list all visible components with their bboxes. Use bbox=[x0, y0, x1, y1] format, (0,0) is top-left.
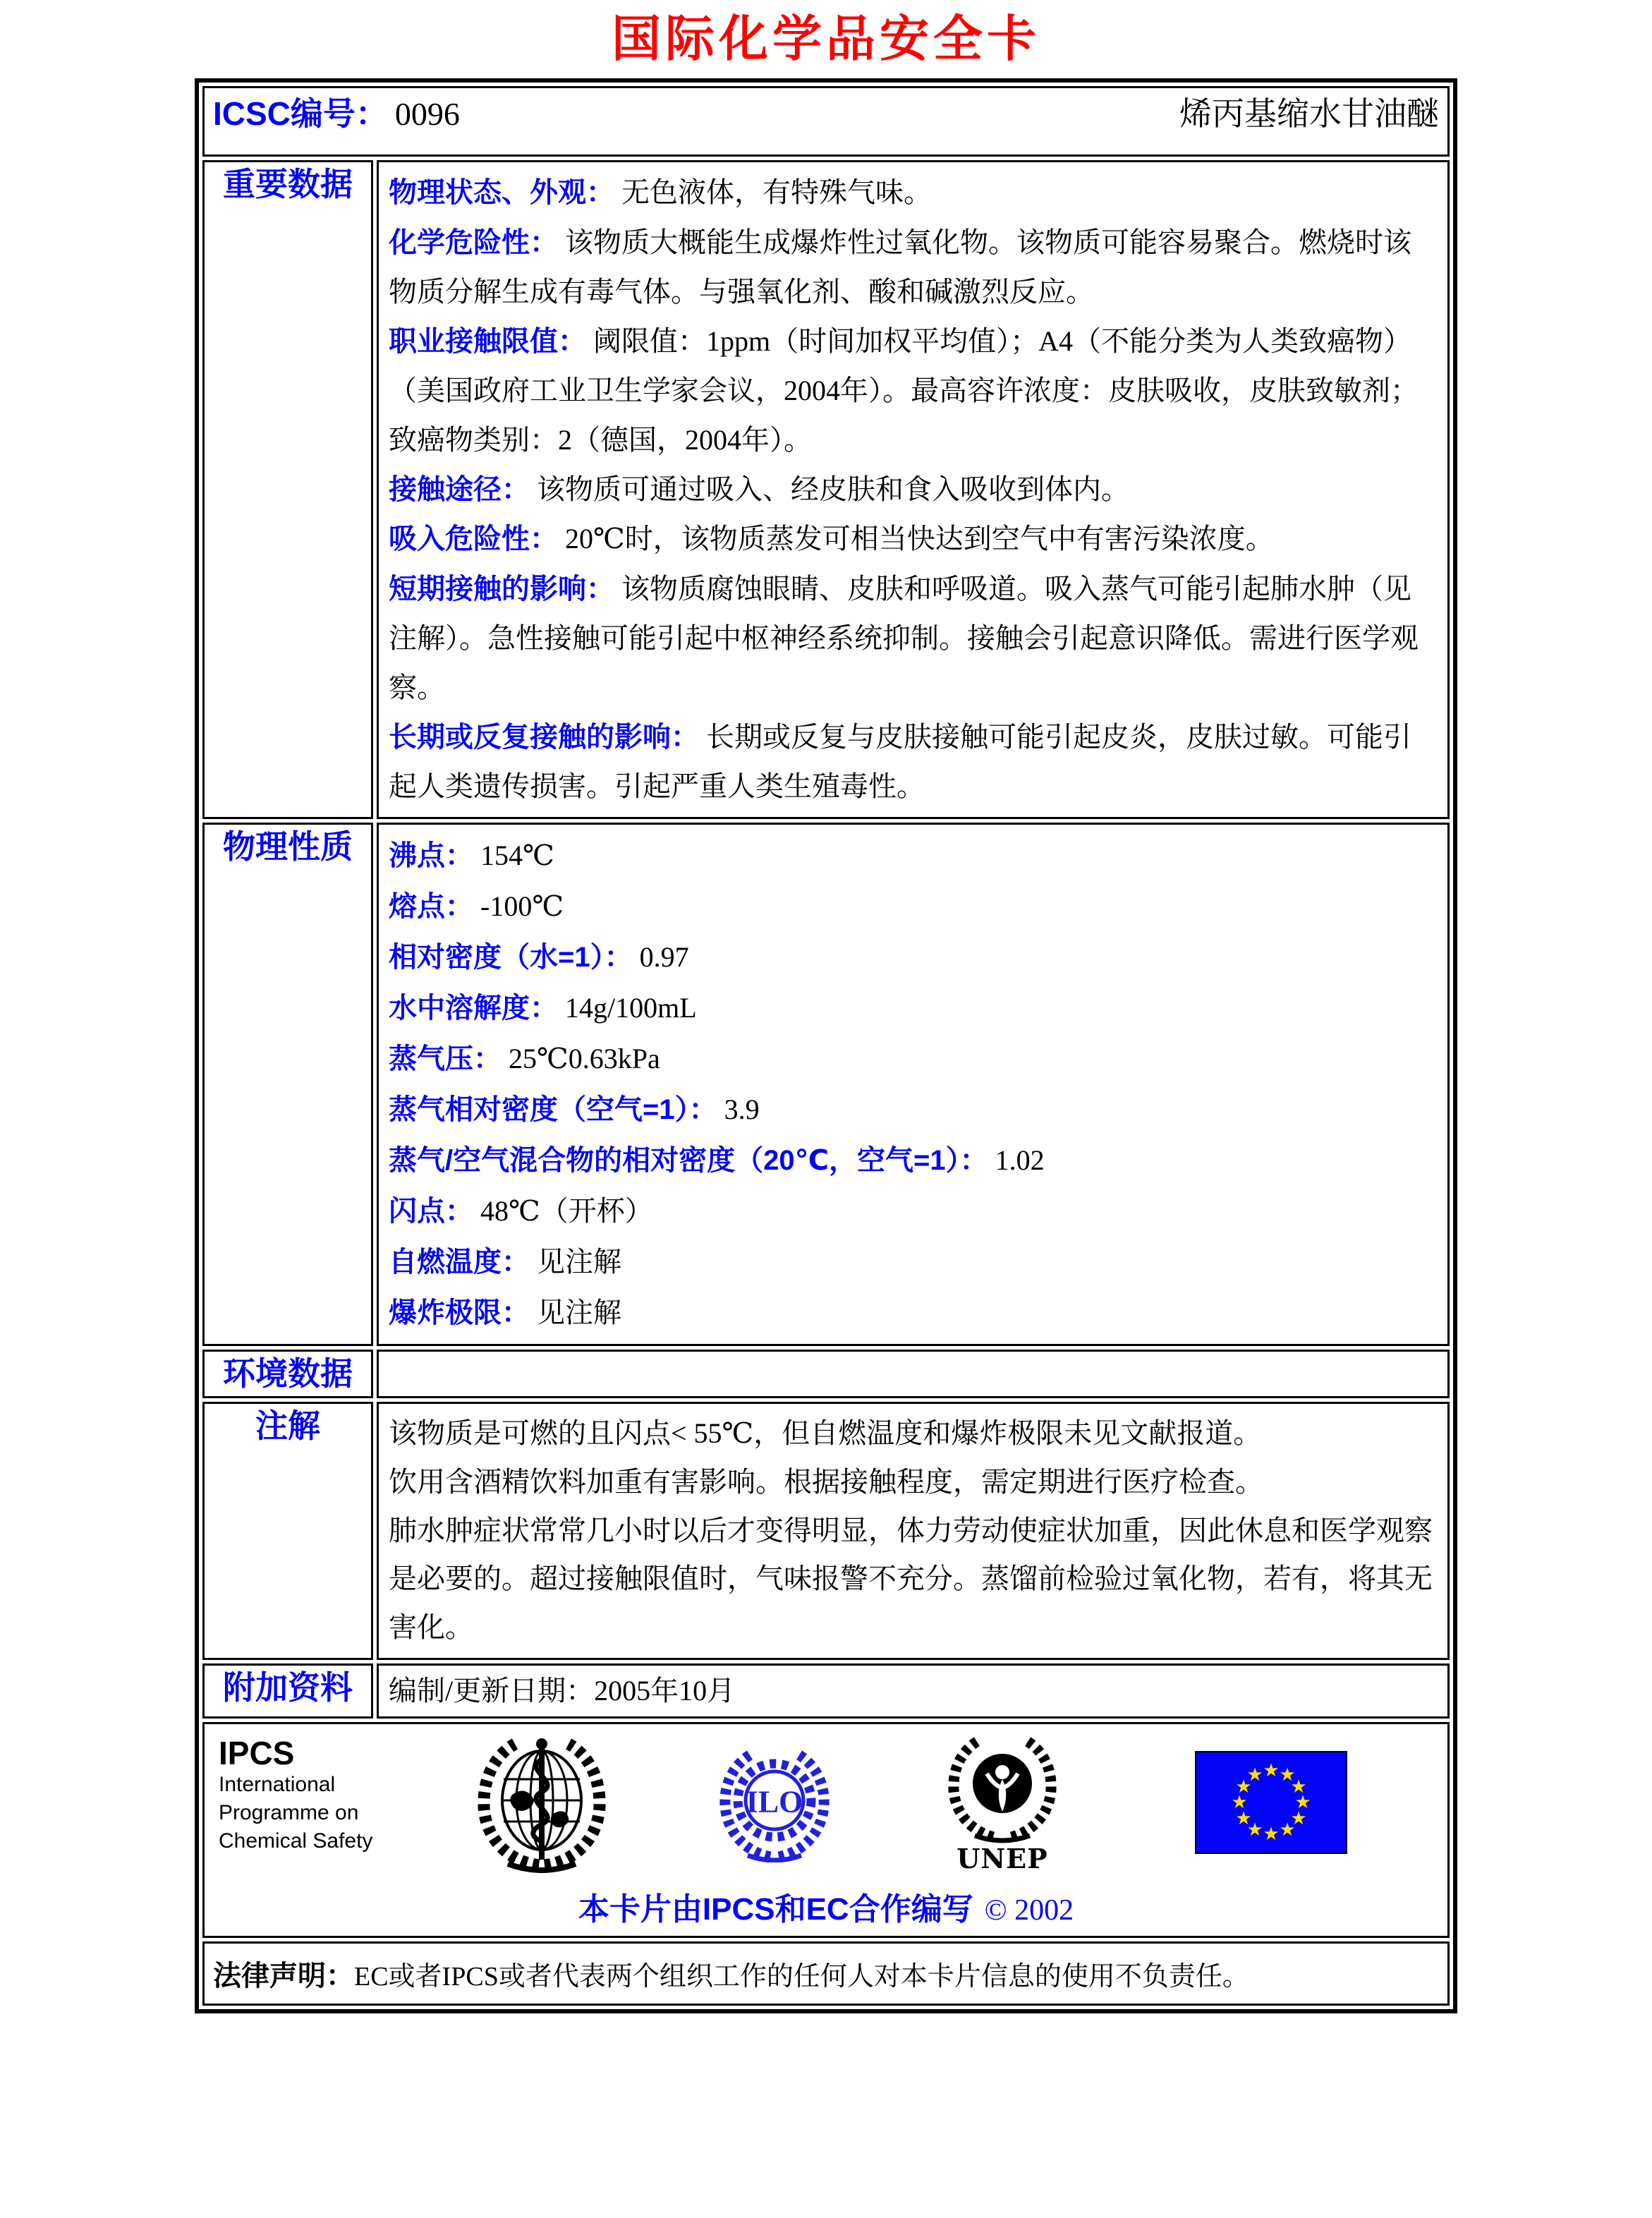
update-date-label: 编制/更新日期： bbox=[389, 1674, 595, 1707]
notes-row bbox=[202, 1402, 1450, 1660]
physical-property-label: 相对密度（水=1）： bbox=[389, 941, 633, 973]
important-data-item bbox=[389, 514, 1438, 564]
unep-emblem-icon bbox=[944, 1737, 1061, 1872]
svg-text:★: ★ bbox=[1279, 1764, 1296, 1786]
physical-property-label: 自燃温度： bbox=[389, 1246, 530, 1278]
additional-info-content bbox=[377, 1664, 1450, 1719]
ipcs-text-block bbox=[219, 1735, 430, 1855]
svg-text:★: ★ bbox=[1290, 1776, 1307, 1798]
important-data-item-text: 长期或反复与皮肤接触可能引起皮炎，皮肤过敏。可能引起人类遗传损害。引起严重人类生殖毒性。 bbox=[389, 720, 1411, 803]
physical-property-item bbox=[389, 881, 1438, 932]
physical-property-item bbox=[389, 1237, 1438, 1287]
legal-row bbox=[202, 1941, 1450, 2006]
physical-property-item bbox=[389, 1287, 1438, 1338]
ipcs-acronym: IPCS bbox=[219, 1734, 295, 1771]
physical-property-label: 熔点： bbox=[389, 890, 473, 922]
important-data-item-label: 接触途径： bbox=[389, 473, 530, 505]
important-data-item-text: 该物质腐蚀眼睛、皮肤和呼吸道。吸入蒸气可能引起肺水肿（见注解）。急性接触可能引起中枢神经系统抑制。接触会引起意识降低。需进行医学观察。 bbox=[389, 572, 1419, 703]
icsc-number-group bbox=[213, 88, 460, 135]
physical-property-label: 蒸气相对密度（空气=1）： bbox=[389, 1093, 717, 1125]
important-data-item-label: 短期接触的影响： bbox=[389, 573, 614, 605]
icsc-number-label: ICSC编号： bbox=[213, 95, 388, 132]
important-data-item bbox=[389, 465, 1438, 515]
svg-text:★: ★ bbox=[1235, 1807, 1252, 1829]
physical-property-label: 水中溶解度： bbox=[389, 992, 558, 1024]
physical-property-value: 154℃ bbox=[480, 839, 554, 871]
ipcs-name-line-1: International bbox=[219, 1773, 336, 1797]
credit-line bbox=[219, 1884, 1433, 1929]
notes-paragraph: 肺水肿症状常常几小时以后才变得明显，体力劳动使症状加重，因此休息和医学观察是必要的。超过接触限值时，气味报警不充分。蒸馏前检验过氧化物，若有，将其无害化。 bbox=[389, 1514, 1433, 1644]
physical-property-value: 25℃0.63kPa bbox=[509, 1042, 660, 1074]
physical-property-label: 蒸气/空气混合物的相对密度（20℃，空气=1）： bbox=[389, 1144, 988, 1176]
physical-property-item bbox=[389, 1034, 1438, 1084]
page-title: 国际化学品安全卡 bbox=[612, 9, 1040, 68]
credit-text: 本卡片由IPCS和EC合作编写 bbox=[578, 1891, 973, 1927]
update-date-value: 2005年10月 bbox=[594, 1674, 736, 1707]
section-label-additional-info: 附加资料 bbox=[202, 1664, 373, 1719]
important-data-item-text: 无色液体，有特殊气味。 bbox=[621, 176, 932, 208]
svg-text:★: ★ bbox=[1263, 1823, 1280, 1845]
physical-property-item bbox=[389, 1084, 1438, 1135]
important-data-item bbox=[389, 317, 1438, 465]
important-data-item-label: 物理状态、外观： bbox=[389, 177, 614, 208]
environmental-data-content bbox=[377, 1350, 1450, 1398]
ipcs-name-line-2: Programme on bbox=[219, 1801, 359, 1825]
important-data-item-label: 化学危险性： bbox=[389, 226, 558, 258]
svg-text:★: ★ bbox=[1235, 1776, 1252, 1798]
eu-flag-icon bbox=[1195, 1751, 1347, 1854]
legal-notice-label: 法律声明： bbox=[213, 1960, 354, 1992]
physical-properties-content bbox=[377, 823, 1450, 1346]
physical-property-label: 沸点： bbox=[389, 840, 473, 871]
physical-property-label: 蒸气压： bbox=[389, 1043, 502, 1074]
physical-property-item bbox=[389, 1186, 1438, 1237]
unep-wordmark: UNEP bbox=[956, 1842, 1048, 1874]
section-label-environmental-data: 环境数据 bbox=[202, 1350, 373, 1398]
icsc-card-table bbox=[195, 78, 1457, 2013]
ipcs-name-line-3: Chemical Safety bbox=[219, 1829, 373, 1853]
ilo-monogram-text: ILO bbox=[746, 1784, 803, 1819]
chemical-name: 烯丙基缩水甘油醚 bbox=[1179, 96, 1439, 132]
svg-text:★: ★ bbox=[1263, 1759, 1280, 1781]
footer-row bbox=[202, 1722, 1450, 1938]
physical-property-value: -100℃ bbox=[480, 890, 564, 922]
important-data-content bbox=[377, 160, 1450, 819]
important-data-item bbox=[389, 168, 1438, 218]
svg-text:★: ★ bbox=[1246, 1764, 1263, 1786]
important-data-item-text: 20℃时，该物质蒸发可相当快达到空气中有害污染浓度。 bbox=[565, 523, 1274, 555]
important-data-item-text: 阈限值：1ppm（时间加权平均值）；A4（不能分类为人类致癌物）（美国政府工业卫生学家会议，2004年）。最高容许浓度：皮肤吸收，皮肤致敏剂；致癌物类别：2（德国，2004年）。 bbox=[389, 325, 1419, 456]
notes-content bbox=[377, 1402, 1450, 1660]
important-data-item bbox=[389, 218, 1438, 317]
important-data-item-text: 该物质大概能生成爆炸性过氧化物。该物质可能容易聚合。燃烧时该物质分解生成有毒气体。与强氧化剂、酸和碱激烈反应。 bbox=[389, 226, 1411, 308]
icsc-number-value: 0096 bbox=[394, 96, 460, 132]
who-emblem-icon bbox=[471, 1735, 612, 1874]
important-data-item-text: 该物质可通过吸入、经皮肤和食入吸收到体内。 bbox=[537, 473, 1129, 505]
important-data-row bbox=[202, 160, 1450, 819]
section-label-physical-properties: 物理性质 bbox=[202, 823, 373, 1346]
ilo-emblem-icon bbox=[717, 1747, 832, 1862]
copyright-text: © 2002 bbox=[984, 1893, 1074, 1927]
svg-text:★: ★ bbox=[1279, 1819, 1296, 1841]
important-data-item-label: 职业接触限值： bbox=[389, 325, 586, 357]
legal-notice-text: EC或者IPCS或者代表两个组织工作的任何人对本卡片信息的使用不负责任。 bbox=[354, 1961, 1249, 1992]
notes-paragraph: 该物质是可燃的且闪点< 55℃，但自燃温度和爆炸极限未见文献报道。 bbox=[389, 1417, 1262, 1449]
important-data-item-label: 吸入危险性： bbox=[389, 523, 558, 555]
additional-info-row bbox=[202, 1664, 1450, 1719]
physical-property-value: 48℃（开杯） bbox=[480, 1194, 653, 1227]
notes-paragraph: 饮用含酒精饮料加重有害影响。根据接触程度，需定期进行医疗检查。 bbox=[389, 1465, 1263, 1498]
section-label-notes: 注解 bbox=[202, 1402, 373, 1660]
svg-text:★: ★ bbox=[1231, 1791, 1248, 1813]
svg-text:★: ★ bbox=[1246, 1819, 1263, 1841]
physical-property-label: 爆炸极限： bbox=[389, 1297, 530, 1328]
physical-property-value: 1.02 bbox=[995, 1144, 1045, 1176]
physical-property-item bbox=[389, 932, 1438, 983]
physical-property-item bbox=[389, 983, 1438, 1034]
physical-property-value: 3.9 bbox=[724, 1093, 760, 1125]
important-data-item bbox=[389, 713, 1438, 811]
physical-property-item bbox=[389, 1135, 1438, 1186]
svg-text:★: ★ bbox=[1290, 1807, 1307, 1829]
physical-properties-row bbox=[202, 823, 1450, 1346]
important-data-item bbox=[389, 564, 1438, 713]
important-data-item-label: 长期或反复接触的影响： bbox=[389, 721, 699, 753]
physical-property-item bbox=[389, 830, 1438, 881]
physical-property-value: 14g/100mL bbox=[565, 991, 697, 1024]
physical-property-value: 0.97 bbox=[639, 940, 689, 973]
environmental-data-row bbox=[202, 1350, 1450, 1398]
svg-text:★: ★ bbox=[1294, 1791, 1311, 1813]
header-row bbox=[202, 86, 1450, 157]
physical-property-label: 闪点： bbox=[389, 1195, 473, 1227]
physical-property-value: 见注解 bbox=[537, 1245, 621, 1278]
section-label-important-data: 重要数据 bbox=[202, 160, 373, 819]
physical-property-value: 见注解 bbox=[537, 1296, 621, 1328]
